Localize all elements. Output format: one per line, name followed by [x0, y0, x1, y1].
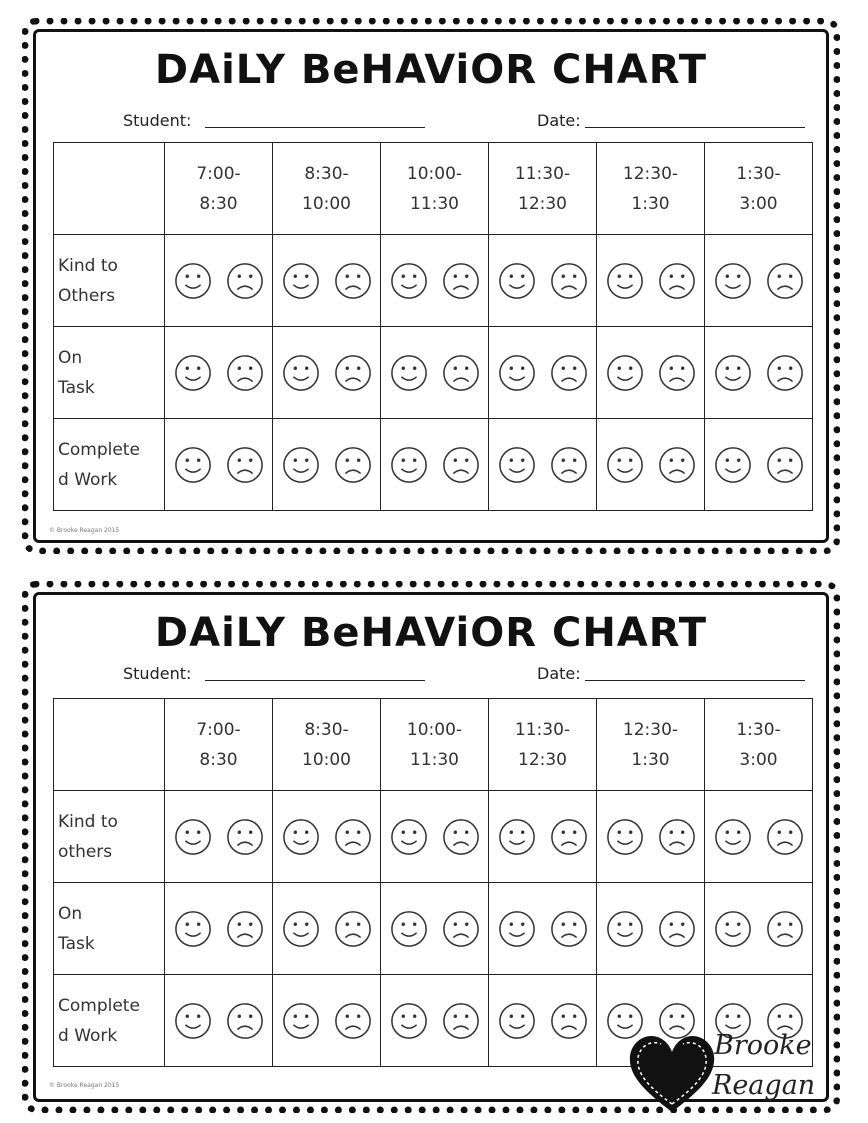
face-cell: [381, 791, 489, 883]
smiley-face-icon[interactable]: [498, 910, 536, 948]
face-pair: [165, 446, 272, 484]
behavior-label: Complete d Work: [54, 419, 165, 511]
smiley-face-icon[interactable]: [390, 1002, 428, 1040]
frowny-face-icon[interactable]: [550, 354, 588, 392]
face-cell: [273, 883, 381, 975]
face-cell: [381, 883, 489, 975]
frowny-face-icon[interactable]: [550, 818, 588, 856]
smiley-face-icon[interactable]: [390, 910, 428, 948]
smiley-face-icon[interactable]: [498, 262, 536, 300]
face-cell: [705, 883, 813, 975]
frowny-face-icon[interactable]: [550, 1002, 588, 1040]
face-pair: [165, 354, 272, 392]
behavior-row: [54, 883, 813, 975]
copyright-text: © Brooke Reagan 2015: [49, 1082, 120, 1089]
frowny-face-icon[interactable]: [226, 1002, 264, 1040]
frowny-face-icon[interactable]: [658, 354, 696, 392]
face-cell: [273, 327, 381, 419]
face-pair: [381, 818, 488, 856]
face-cell: [273, 419, 381, 511]
face-cell: [597, 883, 705, 975]
face-pair: [273, 354, 380, 392]
smiley-face-icon[interactable]: [282, 1002, 320, 1040]
frowny-face-icon[interactable]: [766, 262, 804, 300]
behavior-row: [54, 235, 813, 327]
smiley-face-icon[interactable]: [606, 354, 644, 392]
frowny-face-icon[interactable]: [766, 818, 804, 856]
face-pair: [705, 818, 812, 856]
frowny-face-icon[interactable]: [766, 446, 804, 484]
time-slot: 10:00- 11:30: [381, 143, 489, 235]
date-label: Date:: [537, 664, 581, 683]
smiley-face-icon[interactable]: [714, 818, 752, 856]
time-slot: 7:00- 8:30: [165, 143, 273, 235]
frowny-face-icon[interactable]: [334, 818, 372, 856]
smiley-face-icon[interactable]: [498, 354, 536, 392]
smiley-face-icon[interactable]: [390, 262, 428, 300]
face-pair: [597, 446, 704, 484]
face-pair: [273, 446, 380, 484]
face-pair: [597, 262, 704, 300]
frowny-face-icon[interactable]: [658, 910, 696, 948]
frowny-face-icon[interactable]: [334, 446, 372, 484]
frowny-face-icon[interactable]: [226, 262, 264, 300]
frowny-face-icon[interactable]: [334, 910, 372, 948]
face-pair: [489, 262, 596, 300]
behavior-label: Complete d Work: [54, 975, 165, 1067]
student-field[interactable]: [205, 680, 425, 681]
face-cell: [705, 419, 813, 511]
frowny-face-icon[interactable]: [442, 354, 480, 392]
face-pair: [165, 262, 272, 300]
face-pair: [273, 1002, 380, 1040]
time-slot: 8:30- 10:00: [273, 699, 381, 791]
frowny-face-icon[interactable]: [658, 262, 696, 300]
time-slot: 1:30- 3:00: [705, 699, 813, 791]
smiley-face-icon[interactable]: [282, 262, 320, 300]
face-pair: [165, 1002, 272, 1040]
smiley-face-icon[interactable]: [498, 1002, 536, 1040]
smiley-face-icon[interactable]: [282, 910, 320, 948]
corner-cell: [54, 699, 165, 791]
face-cell: [165, 791, 273, 883]
frowny-face-icon[interactable]: [334, 354, 372, 392]
face-pair: [165, 818, 272, 856]
frowny-face-icon[interactable]: [442, 910, 480, 948]
face-pair: [597, 910, 704, 948]
time-slot: 12:30- 1:30: [597, 699, 705, 791]
date-label: Date:: [537, 111, 581, 130]
face-pair: [705, 354, 812, 392]
face-pair: [273, 910, 380, 948]
student-label: Student:: [123, 664, 192, 683]
smiley-face-icon[interactable]: [390, 818, 428, 856]
behavior-row: [54, 327, 813, 419]
face-pair: [165, 910, 272, 948]
smiley-face-icon[interactable]: [390, 446, 428, 484]
smiley-face-icon[interactable]: [282, 354, 320, 392]
face-pair: [381, 910, 488, 948]
smiley-face-icon[interactable]: [174, 818, 212, 856]
behavior-label: On Task: [54, 883, 165, 975]
frowny-face-icon[interactable]: [226, 910, 264, 948]
smiley-face-icon[interactable]: [174, 262, 212, 300]
heart-icon: [626, 1032, 718, 1116]
behavior-label: On Task: [54, 327, 165, 419]
frowny-face-icon[interactable]: [226, 354, 264, 392]
face-cell: [705, 791, 813, 883]
brand-signature: [626, 1028, 846, 1118]
corner-cell: [54, 143, 165, 235]
face-cell: [381, 975, 489, 1067]
smiley-face-icon[interactable]: [282, 818, 320, 856]
frowny-face-icon[interactable]: [442, 262, 480, 300]
face-cell: [381, 419, 489, 511]
date-field[interactable]: [585, 127, 805, 128]
behavior-chart-card-1: [22, 18, 840, 554]
frowny-face-icon[interactable]: [226, 446, 264, 484]
smiley-face-icon[interactable]: [174, 354, 212, 392]
smiley-face-icon[interactable]: [714, 262, 752, 300]
face-cell: [489, 975, 597, 1067]
face-pair: [489, 446, 596, 484]
face-cell: [381, 327, 489, 419]
face-cell: [165, 235, 273, 327]
date-field[interactable]: [585, 680, 805, 681]
frowny-face-icon[interactable]: [334, 262, 372, 300]
face-cell: [705, 235, 813, 327]
behavior-row: [54, 791, 813, 883]
frowny-face-icon[interactable]: [550, 262, 588, 300]
smiley-face-icon[interactable]: [714, 354, 752, 392]
smiley-face-icon[interactable]: [174, 446, 212, 484]
smiley-face-icon[interactable]: [174, 910, 212, 948]
student-label: Student:: [123, 111, 192, 130]
face-pair: [489, 818, 596, 856]
student-field[interactable]: [205, 127, 425, 128]
face-pair: [381, 1002, 488, 1040]
behavior-label: Kind to others: [54, 791, 165, 883]
frowny-face-icon[interactable]: [658, 446, 696, 484]
behavior-grid: [53, 142, 813, 511]
signature-first-name: Brooke: [714, 1030, 812, 1061]
time-slot: 8:30- 10:00: [273, 143, 381, 235]
face-cell: [489, 883, 597, 975]
face-pair: [489, 1002, 596, 1040]
face-cell: [381, 235, 489, 327]
time-slot: 12:30- 1:30: [597, 143, 705, 235]
smiley-face-icon[interactable]: [390, 354, 428, 392]
face-pair: [273, 818, 380, 856]
frowny-face-icon[interactable]: [658, 818, 696, 856]
chart-title: DAiLY BeHAViOR CHART: [154, 47, 708, 93]
face-cell: [165, 419, 273, 511]
face-pair: [381, 446, 488, 484]
copyright-text: © Brooke Reagan 2015: [49, 527, 120, 534]
face-cell: [597, 327, 705, 419]
face-cell: [165, 883, 273, 975]
face-cell: [489, 327, 597, 419]
smiley-face-icon[interactable]: [606, 818, 644, 856]
signature-last-name: Reagan: [712, 1070, 816, 1101]
face-pair: [597, 818, 704, 856]
smiley-face-icon[interactable]: [714, 910, 752, 948]
smiley-face-icon[interactable]: [606, 910, 644, 948]
face-cell: [705, 327, 813, 419]
face-cell: [489, 235, 597, 327]
frowny-face-icon[interactable]: [442, 1002, 480, 1040]
smiley-face-icon[interactable]: [174, 1002, 212, 1040]
face-pair: [597, 354, 704, 392]
face-pair: [381, 354, 488, 392]
frowny-face-icon[interactable]: [226, 818, 264, 856]
face-cell: [273, 235, 381, 327]
time-slot: 11:30- 12:30: [489, 699, 597, 791]
behavior-label: Kind to Others: [54, 235, 165, 327]
face-cell: [597, 235, 705, 327]
face-pair: [489, 910, 596, 948]
time-slot: 1:30- 3:00: [705, 143, 813, 235]
time-slot: 10:00- 11:30: [381, 699, 489, 791]
smiley-face-icon[interactable]: [714, 446, 752, 484]
face-cell: [273, 791, 381, 883]
face-pair: [705, 446, 812, 484]
face-cell: [165, 975, 273, 1067]
frowny-face-icon[interactable]: [442, 818, 480, 856]
frowny-face-icon[interactable]: [550, 910, 588, 948]
face-pair: [705, 910, 812, 948]
smiley-face-icon[interactable]: [606, 446, 644, 484]
time-slot: 7:00- 8:30: [165, 699, 273, 791]
chart-title: DAiLY BeHAViOR CHART: [154, 610, 708, 656]
face-cell: [597, 791, 705, 883]
smiley-face-icon[interactable]: [498, 446, 536, 484]
smiley-face-icon[interactable]: [498, 818, 536, 856]
face-pair: [489, 354, 596, 392]
face-cell: [489, 419, 597, 511]
time-slot: 11:30- 12:30: [489, 143, 597, 235]
frowny-face-icon[interactable]: [550, 446, 588, 484]
frowny-face-icon[interactable]: [442, 446, 480, 484]
frowny-face-icon[interactable]: [334, 1002, 372, 1040]
smiley-face-icon[interactable]: [282, 446, 320, 484]
header-row: [54, 143, 813, 235]
smiley-face-icon[interactable]: [606, 262, 644, 300]
face-cell: [597, 419, 705, 511]
header-row: [54, 699, 813, 791]
face-cell: [489, 791, 597, 883]
frowny-face-icon[interactable]: [766, 354, 804, 392]
frowny-face-icon[interactable]: [766, 910, 804, 948]
behavior-grid: [53, 698, 813, 1067]
face-cell: [165, 327, 273, 419]
face-pair: [705, 262, 812, 300]
face-pair: [273, 262, 380, 300]
behavior-row: [54, 419, 813, 511]
face-pair: [381, 262, 488, 300]
face-cell: [273, 975, 381, 1067]
